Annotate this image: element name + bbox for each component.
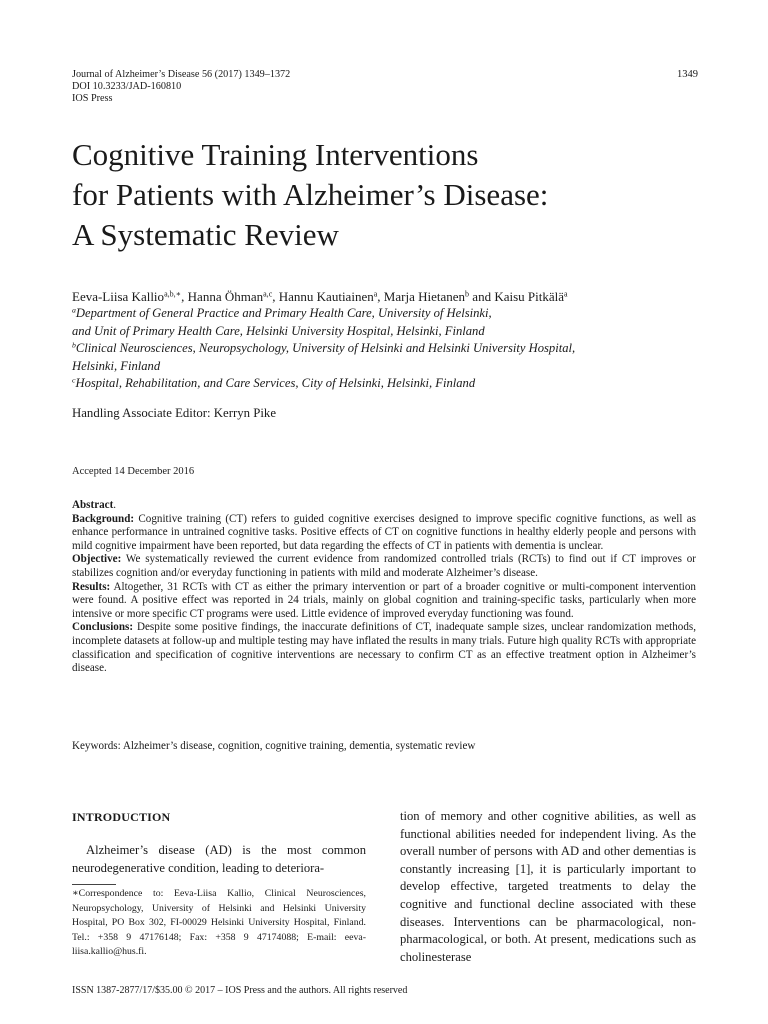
author-name: Hannu Kautiainen bbox=[278, 289, 374, 304]
issn-footer: ISSN 1387-2877/17/$35.00 © 2017 – IOS Press and the authors. All rights reserved bbox=[72, 985, 408, 996]
affiliation-line: Helsinki, Finland bbox=[72, 358, 161, 373]
title-line: A Systematic Review bbox=[72, 217, 339, 252]
abstract-background bbox=[72, 513, 696, 554]
section-label: Results: bbox=[72, 580, 111, 593]
author-separator: , bbox=[181, 289, 188, 304]
affiliation-mark: b bbox=[72, 340, 76, 350]
intro-paragraph: Alzheimer’s disease (AD) is the most common neurodegenerative condition, leading to deteriora- bbox=[72, 843, 366, 875]
author-name: Hanna Öhman bbox=[187, 289, 264, 304]
section-label: Background: bbox=[72, 512, 135, 525]
journal-citation: Journal of Alzheimer’s Disease 56 (2017) 1349–1372 bbox=[72, 69, 291, 80]
affiliation-mark: a bbox=[72, 305, 76, 315]
abstract-results bbox=[72, 581, 696, 622]
affiliation-a bbox=[72, 305, 712, 323]
section-label: Objective: bbox=[72, 553, 122, 566]
accepted-date: Accepted 14 December 2016 bbox=[72, 466, 195, 477]
abstract-objective bbox=[72, 553, 696, 580]
affiliation-mark: c bbox=[72, 376, 76, 386]
affiliation-line: and Unit of Primary Health Care, Helsinki University Hospital, Helsinki, Finland bbox=[72, 323, 485, 338]
publisher: IOS Press bbox=[72, 93, 113, 104]
author-separator: and bbox=[469, 289, 495, 304]
author-name: Eeva-Liisa Kallio bbox=[72, 289, 165, 304]
footnote-divider bbox=[72, 884, 116, 885]
abstract-heading-label: Abstract bbox=[72, 499, 114, 511]
intro-continuation: tion of memory and other cognitive abilities, as well as functional abilities needed for independent living. As the overall number of persons with AD and other dementias is constantly increasing [1], it is particularly important to develop effective, targeted treatments to delay the cognitive and functional decline associated with these diseases. Interventions can be pharmacological, non-pharmacological, or both. At present, medications such as cholinesterase bbox=[400, 809, 696, 964]
author-name: Kaisu Pitkälä bbox=[494, 289, 565, 304]
affiliation-line: Hospital, Rehabilitation, and Care Services, City of Helsinki, Helsinki, Finland bbox=[75, 376, 476, 391]
section-heading-introduction: INTRODUCTION bbox=[72, 810, 171, 824]
author-affiliation-mark: a,b,∗ bbox=[164, 289, 182, 299]
author-list bbox=[72, 289, 712, 305]
article-title bbox=[72, 135, 712, 255]
affiliations bbox=[72, 305, 712, 393]
keywords: Keywords: Alzheimer’s disease, cognition, cognitive training, dementia, systematic review bbox=[72, 740, 476, 752]
left-column bbox=[72, 810, 366, 877]
section-text: Despite some positive findings, the inaccurate definitions of CT, inadequate sample sizes, unclear randomization methods, incomplete datasets at follow-up and multiple testing may have inflated the results in many trials. Future high quality RCTs with appropriate classification and specification of cognitive interventions are necessary to confirm CT as an effective treatment option in Alzheimer’s disease. bbox=[72, 621, 696, 675]
right-column bbox=[400, 808, 696, 966]
author-name: Marja Hietanen bbox=[383, 289, 466, 304]
author-separator: , bbox=[272, 289, 279, 304]
author-affiliation-mark: a,c bbox=[263, 289, 273, 299]
abstract bbox=[72, 499, 696, 676]
journal-header bbox=[72, 69, 290, 105]
correspondence-footnote: ∗Correspondence to: Eeva-Liisa Kallio, Clinical Neurosciences, Neuropsychology, University of Helsinki and Helsinki University Hospital, PO Box 302, FI-00029 Helsinki University Hospital, Finland. Tel.: +358 9 47176148; Fax: +358 9 47174088; E-mail: eeva-liisa.kallio@hus.fi. bbox=[72, 888, 366, 957]
affiliation-line: Department of General Practice and Primary Health Care, University of Helsinki, bbox=[75, 306, 492, 320]
author-affiliation-mark: a bbox=[564, 289, 568, 299]
title-line: for Patients with Alzheimer’s Disease: bbox=[72, 177, 549, 212]
section-label: Conclusions: bbox=[72, 621, 134, 634]
affiliation-c bbox=[72, 375, 712, 393]
section-text: Altogether, 31 RCTs with CT as either the primary intervention or part of a broader cognitive or multi-component intervention were found. A positive effect was reported in 24 trials, mainly on global cognition and training-specific tasks, particularly when more intensive or more specific CT programs were used. Little evidence of improved everyday functioning was found. bbox=[72, 580, 696, 620]
author-affiliation-mark: a bbox=[373, 289, 378, 299]
affiliation-line: Clinical Neurosciences, Neuropsychology, University of Helsinki and Helsinki University Hospital, bbox=[75, 341, 576, 356]
abstract-heading-suffix: . bbox=[113, 499, 117, 511]
page-number: 1349 bbox=[677, 69, 698, 80]
section-text: Cognitive training (CT) refers to guided cognitive exercises designed to improve specific cognitive functions, as well as enhance performance in untrained cognitive tasks. Positive effects of CT on cognitive functions in healthy elderly people and persons with mild cognitive impairment have been reported, but data regarding the effects of CT in patients with dementia is unclear. bbox=[72, 512, 696, 552]
author-affiliation-mark: b bbox=[465, 289, 470, 299]
abstract-conclusions bbox=[72, 621, 696, 675]
affiliation-b bbox=[72, 340, 712, 358]
abstract-heading bbox=[72, 499, 696, 513]
title-line: Cognitive Training Interventions bbox=[72, 137, 479, 172]
handling-editor: Handling Associate Editor: Kerryn Pike bbox=[72, 406, 277, 420]
author-separator: , bbox=[377, 289, 384, 304]
section-text: We systematically reviewed the current evidence from randomized controlled trials (RCTs) to find out if CT improves or stabilizes cognition and/or everyday functioning in patients with mild and moderate Alzheimer’s disease. bbox=[72, 553, 696, 579]
doi: DOI 10.3233/JAD-160810 bbox=[72, 81, 182, 92]
